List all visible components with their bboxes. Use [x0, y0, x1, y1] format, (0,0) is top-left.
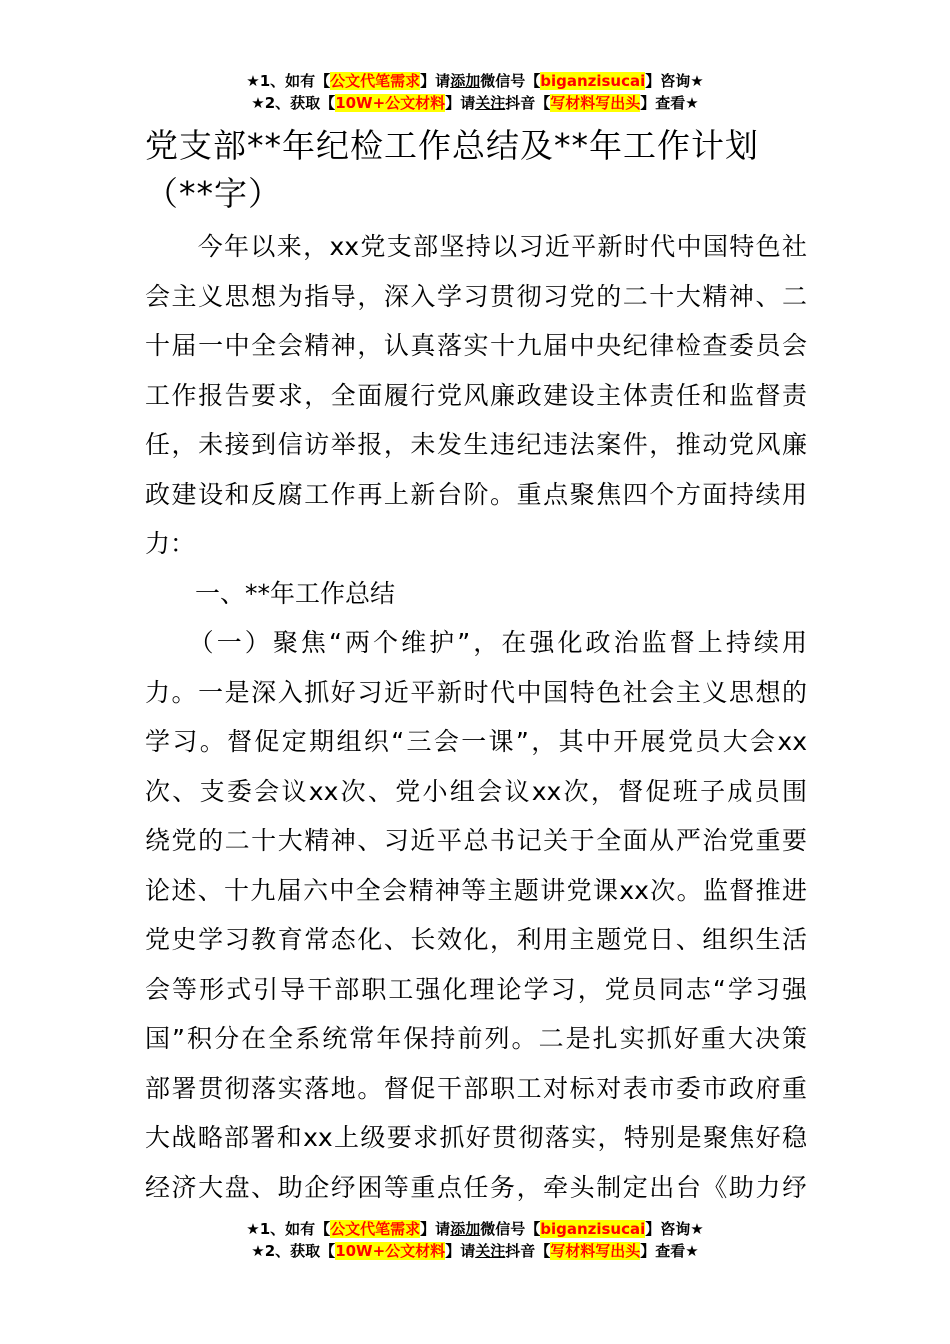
paragraph-line: 论述、十九届六中全会精神等主题讲党课xx次。监督推进 — [145, 875, 807, 905]
banner-text: 】咨询★ — [645, 72, 704, 90]
paragraph-line: 任，未接到信访举报，未发生违纪违法案件，推动党风廉 — [145, 430, 807, 459]
intro-paragraph — [145, 222, 807, 569]
paragraph-line: 会等形式引导干部职工强化理论学习，党员同志“学习强 — [145, 974, 807, 1004]
banner-text: 】查看★ — [640, 1242, 699, 1260]
paragraph-line: 绕党的二十大精神、习近平总书记关于全面从严治党重要 — [145, 826, 807, 855]
paragraph-line: 党史学习教育常态化、长效化，利用主题党日、组织生活 — [145, 925, 807, 954]
banner-highlight: 10W+公文材料 — [335, 94, 446, 112]
section-paragraph — [145, 618, 807, 1212]
banner-underline: 添加 — [450, 72, 481, 90]
paragraph-line: （一）聚焦“两个维护”，在强化政治监督上持续用 — [145, 628, 807, 657]
paragraph-line: 经济大盘、助企纾困等重点任务，牵头制定出台《助力纾 — [145, 1172, 807, 1202]
banner-text: 】请 — [420, 72, 451, 90]
banner-text: 】请 — [445, 94, 476, 112]
banner-text: ★2、获取【 — [251, 1242, 336, 1260]
banner-highlight: biganzisucai — [540, 1220, 646, 1238]
banner-text: 】咨询★ — [645, 1220, 704, 1238]
banner-highlight: 写材料写出头 — [550, 1242, 641, 1260]
title-line: （**字） — [145, 174, 282, 213]
banner-highlight: biganzisucai — [540, 72, 646, 90]
banner-text: ★1、如有【 — [246, 1220, 331, 1238]
banner-highlight: 公文代笔需求 — [330, 72, 421, 90]
banner-text: 抖音【 — [505, 1242, 551, 1260]
paragraph-line: 力： — [145, 529, 196, 558]
footer-banner — [0, 1218, 950, 1262]
banner-line-1 — [0, 70, 950, 92]
banner-underline: 关注 — [475, 1242, 506, 1260]
banner-line-2 — [0, 92, 950, 114]
banner-text: 】查看★ — [640, 94, 699, 112]
banner-text: ★2、获取【 — [251, 94, 336, 112]
banner-text: 抖音【 — [505, 94, 551, 112]
banner-line-1 — [0, 1218, 950, 1240]
banner-text: 微信号【 — [480, 72, 541, 90]
banner-text: ★1、如有【 — [246, 72, 331, 90]
banner-highlight: 公文代笔需求 — [330, 1220, 421, 1238]
section-heading — [145, 569, 807, 619]
banner-highlight: 写材料写出头 — [550, 94, 641, 112]
paragraph-line: 力。一是深入抓好习近平新时代中国特色社会主义思想的 — [145, 677, 807, 707]
title-line: 党支部**年纪检工作总结及**年工作计划 — [145, 126, 759, 165]
paragraph-line: 大战略部署和xx上级要求抓好贯彻落实，特别是聚焦好稳 — [145, 1123, 807, 1152]
paragraph-line: 十届一中全会精神，认真落实十九届中央纪律检查委员会 — [145, 331, 807, 360]
paragraph-line: 国”积分在全系统常年保持前列。二是扎实抓好重大决策 — [145, 1024, 807, 1053]
paragraph-line: 工作报告要求，全面履行党风廉政建设主体责任和监督责 — [145, 380, 807, 410]
paragraph-line: 学习。督促定期组织“三会一课”，其中开展党员大会xx — [145, 727, 807, 756]
banner-text: 】请 — [445, 1242, 476, 1260]
banner-underline: 关注 — [475, 94, 506, 112]
paragraph-line: 部署贯彻落实落地。督促干部职工对标对表市委市政府重 — [145, 1073, 807, 1103]
banner-underline: 添加 — [450, 1220, 481, 1238]
paragraph-line: 政建设和反腐工作再上新台阶。重点聚焦四个方面持续用 — [145, 479, 807, 509]
heading-line: 一、**年工作总结 — [145, 579, 396, 608]
header-banner — [0, 70, 950, 114]
paragraph-line: 次、支委会议xx次、党小组会议xx次，督促班子成员围 — [145, 776, 807, 806]
paragraph-line: 会主义思想为指导，深入学习贯彻习党的二十大精神、二 — [145, 281, 807, 311]
banner-text: 】请 — [420, 1220, 451, 1238]
banner-text: 微信号【 — [480, 1220, 541, 1238]
banner-line-2 — [0, 1240, 950, 1262]
document-title — [145, 122, 815, 218]
paragraph-line: 今年以来，xx党支部坚持以习近平新时代中国特色社 — [145, 232, 807, 261]
banner-highlight: 10W+公文材料 — [335, 1242, 446, 1260]
